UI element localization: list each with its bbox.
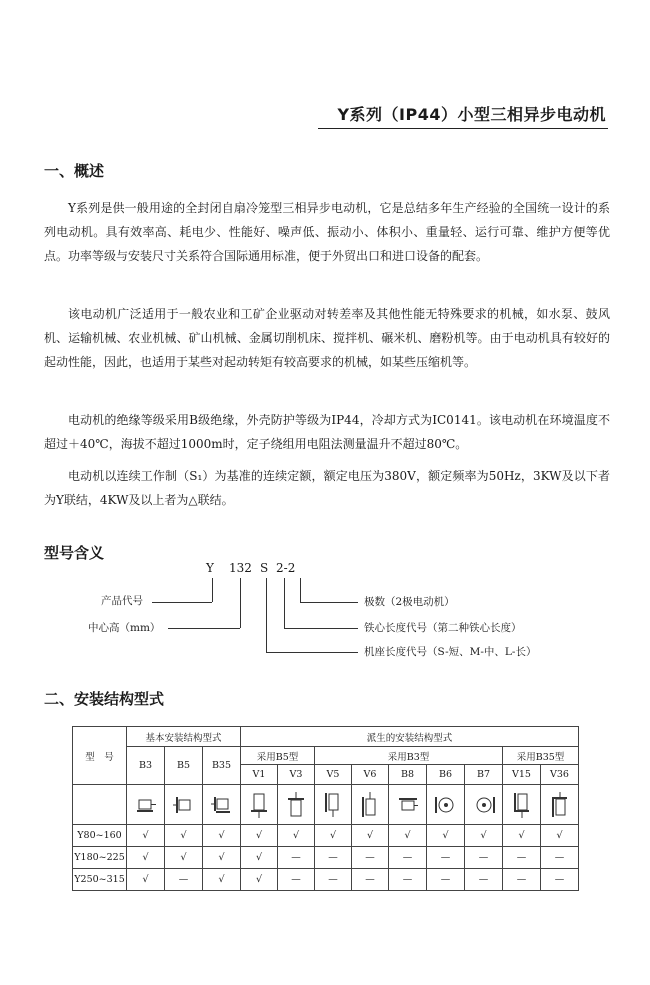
- table-cell: √: [241, 847, 278, 869]
- b7-mount-icon: [465, 785, 503, 825]
- model-code-suffix: 2-2: [276, 561, 296, 575]
- b3-mount-icon: [127, 785, 165, 825]
- table-cell: —: [278, 869, 315, 891]
- overview-paragraph-3: 电动机的绝缘等级采用B级绝缘，外壳防护等级为IP44，冷却方式为IC0141。该电动机在环境温度不超过＋40℃，海拔不超过1000m时，定子绕组用电阻法测量温升不超过80℃。: [44, 413, 610, 451]
- title-rule: [318, 128, 608, 129]
- col-b6: B6: [427, 765, 465, 785]
- table-cell: —: [427, 869, 465, 891]
- table-cell: —: [315, 869, 352, 891]
- table-cell: —: [315, 847, 352, 869]
- table-cell: √: [127, 825, 165, 847]
- table-cell: √: [203, 825, 241, 847]
- table-cell: √: [203, 847, 241, 869]
- col-v15: V15: [503, 765, 541, 785]
- table-row: [73, 847, 579, 869]
- label-frame-length: 机座长度代号（S-短、M-中、L-长）: [364, 646, 537, 658]
- model-meaning-heading: 型号含义: [44, 544, 105, 562]
- v3-mount-icon: [278, 785, 315, 825]
- v6-mount-icon: [352, 785, 389, 825]
- table-cell: —: [165, 869, 203, 891]
- table-cell: √: [165, 825, 203, 847]
- group-b5-header: 采用B5型: [241, 747, 315, 765]
- col-b5: B5: [165, 747, 203, 785]
- v1-mount-icon: [241, 785, 278, 825]
- row-model: Y180~225: [73, 847, 127, 869]
- table-cell: √: [541, 825, 579, 847]
- table-cell: —: [465, 847, 503, 869]
- table-cell: —: [352, 847, 389, 869]
- section-installation-heading: 二、安装结构型式: [44, 690, 165, 708]
- col-v36: V36: [541, 765, 579, 785]
- table-cell: √: [389, 825, 427, 847]
- v5-mount-icon: [315, 785, 352, 825]
- overview-paragraph-4: 电动机以连续工作制（S₁）为基准的连续定额，额定电压为380V，额定频率为50Hz，3KW及以下者为Y联结，4KW及以上者为△联结。: [44, 469, 610, 507]
- document-title: Y系列（IP44）小型三相异步电动机: [337, 105, 606, 124]
- table-cell: √: [427, 825, 465, 847]
- table-cell: √: [278, 825, 315, 847]
- col-v6: V6: [352, 765, 389, 785]
- table-cell: √: [241, 825, 278, 847]
- table-cell: √: [315, 825, 352, 847]
- table-cell: —: [503, 847, 541, 869]
- table-row: [73, 825, 579, 847]
- col-v3: V3: [278, 765, 315, 785]
- col-v1: V1: [241, 765, 278, 785]
- model-code-frame: S: [260, 561, 269, 575]
- table-cell: —: [465, 869, 503, 891]
- model-code-y: Y: [206, 561, 214, 575]
- table-cell: —: [541, 869, 579, 891]
- b8-mount-icon: [389, 785, 427, 825]
- section-overview-heading: 一、概述: [44, 162, 105, 180]
- table-cell: √: [127, 847, 165, 869]
- col-b7: B7: [465, 765, 503, 785]
- group-b3-header: 采用B3型: [315, 747, 503, 765]
- table-cell: —: [278, 847, 315, 869]
- table-row: [73, 869, 579, 891]
- table-cell: √: [352, 825, 389, 847]
- label-product-code: 产品代号: [101, 595, 143, 607]
- col-b8: B8: [389, 765, 427, 785]
- overview-paragraph-1: Y系列是供一般用途的全封闭自扇冷笼型三相异步电动机，它是总结多年生产经验的全国统一设计的系列电动机。具有效率高、耗电少、性能好、噪声低、振动小、体积小、重量轻、运行可靠、维护方便等优点。功率等级与安装尺寸关系符合国际通用标准，便于外贸出口和进口设备的配套。: [44, 201, 610, 263]
- icon-row-blank: [73, 785, 127, 825]
- label-poles: 极数（2极电动机）: [364, 596, 455, 608]
- installation-table: [72, 726, 579, 891]
- row-model: Y250~315: [73, 869, 127, 891]
- col-b3: B3: [127, 747, 165, 785]
- table-cell: √: [127, 869, 165, 891]
- overview-paragraph-2: 该电动机广泛适用于一般农业和工矿企业驱动对转差率及其他性能无特殊要求的机械，如水泵、鼓风机、运输机械、农业机械、矿山机械、金属切削机床、搅拌机、碾米机、磨粉机等。由于电动机具有较好的起动性能，因此，也适用于某些对起动转矩有较高要求的机械，如某些压缩机等。: [44, 307, 610, 369]
- table-cell: √: [203, 869, 241, 891]
- group-b35-header: 采用B35型: [503, 747, 579, 765]
- table-cell: —: [427, 847, 465, 869]
- table-cell: √: [241, 869, 278, 891]
- table-cell: —: [503, 869, 541, 891]
- label-center-height: 中心高（mm）: [88, 622, 161, 634]
- table-cell: —: [541, 847, 579, 869]
- col-b35: B35: [203, 747, 241, 785]
- col-v5: V5: [315, 765, 352, 785]
- table-cell: —: [352, 869, 389, 891]
- table-cell: √: [503, 825, 541, 847]
- row-model: Y80~160: [73, 825, 127, 847]
- b5-mount-icon: [165, 785, 203, 825]
- v15-mount-icon: [503, 785, 541, 825]
- b35-mount-icon: [203, 785, 241, 825]
- table-cell: √: [165, 847, 203, 869]
- derived-group-header: 派生的安装结构型式: [241, 727, 579, 747]
- basic-group-header: 基本安装结构型式: [127, 727, 241, 747]
- model-column-header: 型 号: [73, 727, 127, 785]
- model-code-height: 132: [229, 561, 252, 575]
- table-cell: —: [389, 847, 427, 869]
- table-cell: —: [389, 869, 427, 891]
- label-core-length: 铁心长度代号（第二种铁心长度）: [364, 622, 522, 634]
- v36-mount-icon: [541, 785, 579, 825]
- b6-mount-icon: [427, 785, 465, 825]
- table-cell: √: [465, 825, 503, 847]
